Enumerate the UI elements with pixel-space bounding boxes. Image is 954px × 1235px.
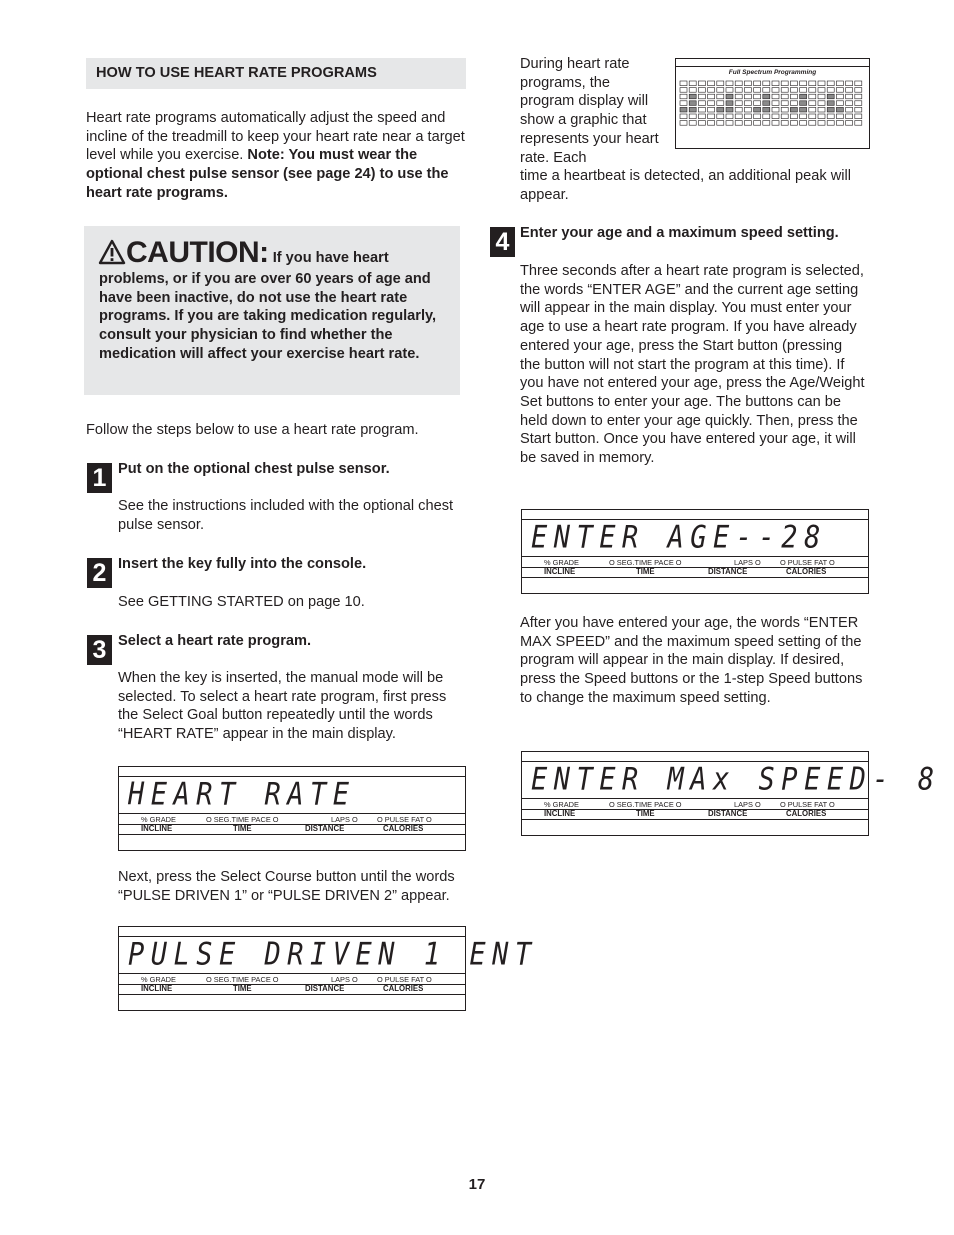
lcd-main-text: ENTER MAx SPEED- 8 bbox=[531, 762, 941, 798]
grid-cell bbox=[800, 121, 807, 126]
grid-cell bbox=[680, 121, 687, 126]
grid-cell bbox=[790, 94, 797, 99]
grid-cell bbox=[708, 121, 715, 126]
grid-cell bbox=[855, 114, 862, 119]
grid-cell bbox=[781, 81, 788, 86]
warning-triangle-icon bbox=[99, 240, 125, 269]
lcd-label-time: TIME bbox=[636, 567, 655, 576]
step-number-2: 2 bbox=[87, 558, 112, 588]
lcd-label-time: TIME bbox=[636, 809, 655, 818]
grid-cell bbox=[781, 107, 788, 112]
step-3-body-2: Next, press the Select Course button until the words “PULSE DRIVEN 1” or “PULSE DRIVEN 2” appear. bbox=[118, 869, 455, 904]
grid-cell bbox=[689, 114, 696, 119]
grid-cell bbox=[680, 81, 687, 86]
grid-cell bbox=[818, 88, 825, 93]
grid-cell bbox=[818, 114, 825, 119]
grid-cell bbox=[708, 101, 715, 106]
grid-cell bbox=[790, 81, 797, 86]
caution-word: CAUTION: bbox=[126, 236, 269, 269]
intro-paragraph bbox=[86, 109, 468, 203]
lcd-label-distance: DISTANCE bbox=[305, 824, 345, 833]
grid-cell bbox=[827, 107, 834, 112]
grid-cell bbox=[735, 107, 742, 112]
program-grid bbox=[676, 59, 869, 148]
grid-cell bbox=[698, 101, 705, 106]
full-spectrum-title: Full Spectrum Programming bbox=[728, 69, 817, 76]
grid-cell bbox=[781, 121, 788, 126]
grid-cell bbox=[754, 81, 761, 86]
graphic-text-tail: time a heartbeat is detected, an additional peak will appear. bbox=[520, 168, 851, 203]
lcd-label-incline: INCLINE bbox=[544, 567, 576, 576]
grid-cell bbox=[698, 88, 705, 93]
grid-cell bbox=[735, 88, 742, 93]
lcd-label-time: TIME bbox=[233, 824, 252, 833]
lcd-label-pulse: O PULSE FAT O bbox=[377, 975, 432, 984]
section-header bbox=[86, 58, 466, 89]
grid-cell bbox=[763, 107, 770, 112]
grid-cell bbox=[827, 81, 834, 86]
grid-cell bbox=[781, 94, 788, 99]
grid-cell bbox=[800, 107, 807, 112]
grid-cell bbox=[754, 121, 761, 126]
grid-cell bbox=[781, 101, 788, 106]
grid-cell bbox=[744, 107, 751, 112]
grid-cell bbox=[689, 121, 696, 126]
grid-cell bbox=[708, 107, 715, 112]
lcd-label-time: TIME bbox=[233, 984, 252, 993]
grid-cell bbox=[827, 121, 834, 126]
caution-box bbox=[84, 226, 460, 395]
grid-cell bbox=[790, 107, 797, 112]
grid-cell bbox=[717, 121, 724, 126]
grid-cell bbox=[717, 101, 724, 106]
grid-cell bbox=[689, 94, 696, 99]
grid-cell bbox=[689, 101, 696, 106]
step-number-3: 3 bbox=[87, 635, 112, 665]
grid-cell bbox=[744, 114, 751, 119]
step-1-heading: Put on the optional chest pulse sensor. bbox=[118, 461, 390, 477]
grid-cell bbox=[790, 114, 797, 119]
grid-cell bbox=[846, 88, 853, 93]
grid-cell bbox=[846, 121, 853, 126]
grid-cell bbox=[800, 101, 807, 106]
grid-cell bbox=[698, 121, 705, 126]
grid-cell bbox=[763, 88, 770, 93]
grid-cell bbox=[726, 88, 733, 93]
grid-cell bbox=[763, 114, 770, 119]
step-number-1: 1 bbox=[87, 463, 112, 493]
grid-cell bbox=[809, 107, 816, 112]
grid-cell bbox=[846, 114, 853, 119]
lcd-label-incline: INCLINE bbox=[141, 984, 173, 993]
grid-cell bbox=[708, 114, 715, 119]
grid-cell bbox=[809, 94, 816, 99]
grid-cell bbox=[772, 114, 779, 119]
lcd-label-seg-time: O SEG.TIME PACE O bbox=[206, 975, 279, 984]
lcd-label-calories: CALORIES bbox=[786, 809, 827, 818]
lcd-label-incline: INCLINE bbox=[141, 824, 173, 833]
grid-cell bbox=[818, 94, 825, 99]
step-1-body: See the instructions included with the optional chest pulse sensor. bbox=[118, 498, 454, 533]
lcd-label-calories: CALORIES bbox=[383, 984, 424, 993]
grid-cell bbox=[717, 94, 724, 99]
lcd-label-laps: LAPS O bbox=[331, 815, 358, 824]
lcd-label-pulse: O PULSE FAT O bbox=[780, 800, 835, 809]
grid-cell bbox=[754, 88, 761, 93]
grid-cell bbox=[836, 81, 843, 86]
grid-cell bbox=[790, 121, 797, 126]
lcd-label-distance: DISTANCE bbox=[305, 984, 345, 993]
grid-cell bbox=[754, 107, 761, 112]
grid-cell bbox=[818, 107, 825, 112]
lcd-label-distance: DISTANCE bbox=[708, 809, 748, 818]
grid-cell bbox=[680, 94, 687, 99]
intro-note: Note: You must wear the optional chest pulse sensor (see page 24) to use the heart rate programs. bbox=[86, 147, 449, 201]
lcd-label-grade: % GRADE bbox=[141, 815, 176, 824]
grid-cell bbox=[809, 121, 816, 126]
lcd-label-laps: LAPS O bbox=[734, 558, 761, 567]
grid-cell bbox=[763, 121, 770, 126]
grid-cell bbox=[735, 81, 742, 86]
grid-cell bbox=[717, 88, 724, 93]
grid-cell bbox=[772, 88, 779, 93]
grid-cell bbox=[708, 88, 715, 93]
grid-cell bbox=[726, 121, 733, 126]
grid-cell bbox=[836, 107, 843, 112]
grid-cell bbox=[818, 81, 825, 86]
grid-cell bbox=[827, 101, 834, 106]
grid-cell bbox=[680, 114, 687, 119]
step-4-body: Three seconds after a heart rate program is selected, the words “ENTER AGE” and the current age setting will appear in the main display. You must enter your age to use a heart rate program. If you have already entered your age, press the Start button (pressing the button will not start the program at this time). If you have not entered your age, press the Age/Weight Set buttons to enter your age. The buttons can be held down to enter your age quickly. Then, press the Start button. Once you have entered your age, it will be saved in memory. bbox=[520, 263, 865, 467]
step-4-heading: Enter your age and a maximum speed setting. bbox=[520, 225, 839, 241]
grid-cell bbox=[809, 114, 816, 119]
intro-text: Heart rate programs automatically adjust the speed and incline of the treadmill to keep your heart rate near a target level while you exercise. bbox=[86, 110, 465, 164]
grid-cell bbox=[855, 101, 862, 106]
grid-cell bbox=[689, 88, 696, 93]
grid-cell bbox=[781, 88, 788, 93]
follow-text: Follow the steps below to use a heart rate program. bbox=[86, 422, 419, 438]
grid-cell bbox=[726, 101, 733, 106]
grid-cell bbox=[680, 107, 687, 112]
grid-cell bbox=[763, 94, 770, 99]
grid-cell bbox=[744, 81, 751, 86]
grid-cell bbox=[726, 107, 733, 112]
grid-cell bbox=[800, 81, 807, 86]
grid-cell bbox=[717, 81, 724, 86]
lcd-label-seg-time: O SEG.TIME PACE O bbox=[609, 800, 682, 809]
grid-cell bbox=[772, 101, 779, 106]
grid-cell bbox=[689, 81, 696, 86]
lcd-label-calories: CALORIES bbox=[786, 567, 827, 576]
grid-cell bbox=[735, 101, 742, 106]
grid-cell bbox=[689, 107, 696, 112]
lcd-main-text: PULSE DRIVEN 1 ENT bbox=[128, 937, 538, 973]
grid-cell bbox=[855, 121, 862, 126]
grid-cell bbox=[680, 101, 687, 106]
grid-cell bbox=[708, 81, 715, 86]
grid-cell bbox=[846, 107, 853, 112]
grid-cell bbox=[790, 101, 797, 106]
lcd-label-laps: LAPS O bbox=[331, 975, 358, 984]
lcd-label-pulse: O PULSE FAT O bbox=[377, 815, 432, 824]
grid-cell bbox=[781, 114, 788, 119]
lcd-display-enter-age bbox=[521, 509, 869, 594]
grid-cell bbox=[818, 121, 825, 126]
grid-cell bbox=[735, 121, 742, 126]
grid-cell bbox=[726, 94, 733, 99]
lcd-label-calories: CALORIES bbox=[383, 824, 424, 833]
grid-cell bbox=[800, 94, 807, 99]
grid-cell bbox=[846, 101, 853, 106]
grid-cell bbox=[698, 114, 705, 119]
lcd-label-distance: DISTANCE bbox=[708, 567, 748, 576]
grid-cell bbox=[836, 114, 843, 119]
grid-cell bbox=[800, 88, 807, 93]
grid-cell bbox=[836, 88, 843, 93]
lcd-display-enter-max-speed bbox=[521, 751, 941, 836]
grid-cell bbox=[735, 114, 742, 119]
step-2-heading: Insert the key fully into the console. bbox=[118, 556, 367, 572]
page-number: 17 bbox=[468, 1176, 486, 1193]
grid-cell bbox=[726, 114, 733, 119]
grid-cell bbox=[827, 88, 834, 93]
grid-cell bbox=[827, 94, 834, 99]
grid-cell bbox=[827, 114, 834, 119]
grid-cell bbox=[772, 107, 779, 112]
lcd-label-seg-time: O SEG.TIME PACE O bbox=[206, 815, 279, 824]
grid-cell bbox=[754, 114, 761, 119]
grid-cell bbox=[744, 94, 751, 99]
grid-cell bbox=[698, 94, 705, 99]
lcd-label-grade: % GRADE bbox=[544, 558, 579, 567]
grid-cell bbox=[763, 81, 770, 86]
lcd-main-text: HEART RATE bbox=[128, 777, 356, 813]
grid-cell bbox=[855, 107, 862, 112]
grid-cell bbox=[744, 88, 751, 93]
grid-cell bbox=[809, 81, 816, 86]
grid-cell bbox=[698, 107, 705, 112]
step-3-body: When the key is inserted, the manual mode will be selected. To select a heart rate program, first press the Select Goal button repeatedly until the words “HEART RATE” appear in the main display. bbox=[118, 670, 447, 743]
grid-cell bbox=[680, 88, 687, 93]
grid-cell bbox=[708, 94, 715, 99]
grid-cell bbox=[717, 114, 724, 119]
lcd-label-grade: % GRADE bbox=[544, 800, 579, 809]
grid-cell bbox=[735, 94, 742, 99]
step-4-body-2: After you have entered your age, the words “ENTER MAX SPEED” and the maximum speed setting of the program will appear in the main display. If desired, press the Speed buttons or the 1-step Speed buttons to change the maximum speed setting. bbox=[520, 615, 863, 706]
lcd-main-text: ENTER AGE--28 bbox=[531, 520, 827, 556]
grid-cell bbox=[772, 81, 779, 86]
grid-cell bbox=[754, 94, 761, 99]
grid-cell bbox=[800, 114, 807, 119]
grid-cell bbox=[818, 101, 825, 106]
grid-cell bbox=[772, 94, 779, 99]
grid-cell bbox=[790, 88, 797, 93]
step-3-heading: Select a heart rate program. bbox=[118, 633, 312, 649]
grid-cell bbox=[846, 81, 853, 86]
graphic-text-lead: During heart rate programs, the program display will show a graphic that represents your heart rate. Each bbox=[520, 56, 659, 166]
grid-cell bbox=[855, 81, 862, 86]
grid-cell bbox=[744, 121, 751, 126]
step-number-4: 4 bbox=[490, 227, 515, 257]
grid-cell bbox=[772, 121, 779, 126]
grid-cell bbox=[836, 121, 843, 126]
grid-cell bbox=[836, 101, 843, 106]
lcd-label-laps: LAPS O bbox=[734, 800, 761, 809]
lcd-display-heart-rate bbox=[118, 766, 466, 851]
grid-cell bbox=[763, 101, 770, 106]
grid-cell bbox=[744, 101, 751, 106]
full-spectrum-display bbox=[675, 58, 870, 149]
lcd-label-pulse: O PULSE FAT O bbox=[780, 558, 835, 567]
grid-cell bbox=[717, 107, 724, 112]
lcd-display-pulse-driven bbox=[118, 926, 538, 1011]
grid-cell bbox=[809, 101, 816, 106]
grid-cell bbox=[698, 81, 705, 86]
section-title: HOW TO USE HEART RATE PROGRAMS bbox=[96, 65, 377, 81]
grid-cell bbox=[726, 81, 733, 86]
step-2-body: See GETTING STARTED on page 10. bbox=[118, 594, 365, 610]
grid-cell bbox=[809, 88, 816, 93]
lcd-label-seg-time: O SEG.TIME PACE O bbox=[609, 558, 682, 567]
lcd-label-incline: INCLINE bbox=[544, 809, 576, 818]
grid-cell bbox=[836, 94, 843, 99]
grid-cell bbox=[855, 88, 862, 93]
caution-text: If you have heart problems, or if you are over 60 years of age and have been inactive, do not use the heart rate programs. If you are taking medication regularly, consult your physician to find whether the medication will affect your exercise heart rate. bbox=[99, 250, 437, 362]
lcd-label-grade: % GRADE bbox=[141, 975, 176, 984]
grid-cell bbox=[855, 94, 862, 99]
grid-cell bbox=[754, 101, 761, 106]
grid-cell bbox=[846, 94, 853, 99]
